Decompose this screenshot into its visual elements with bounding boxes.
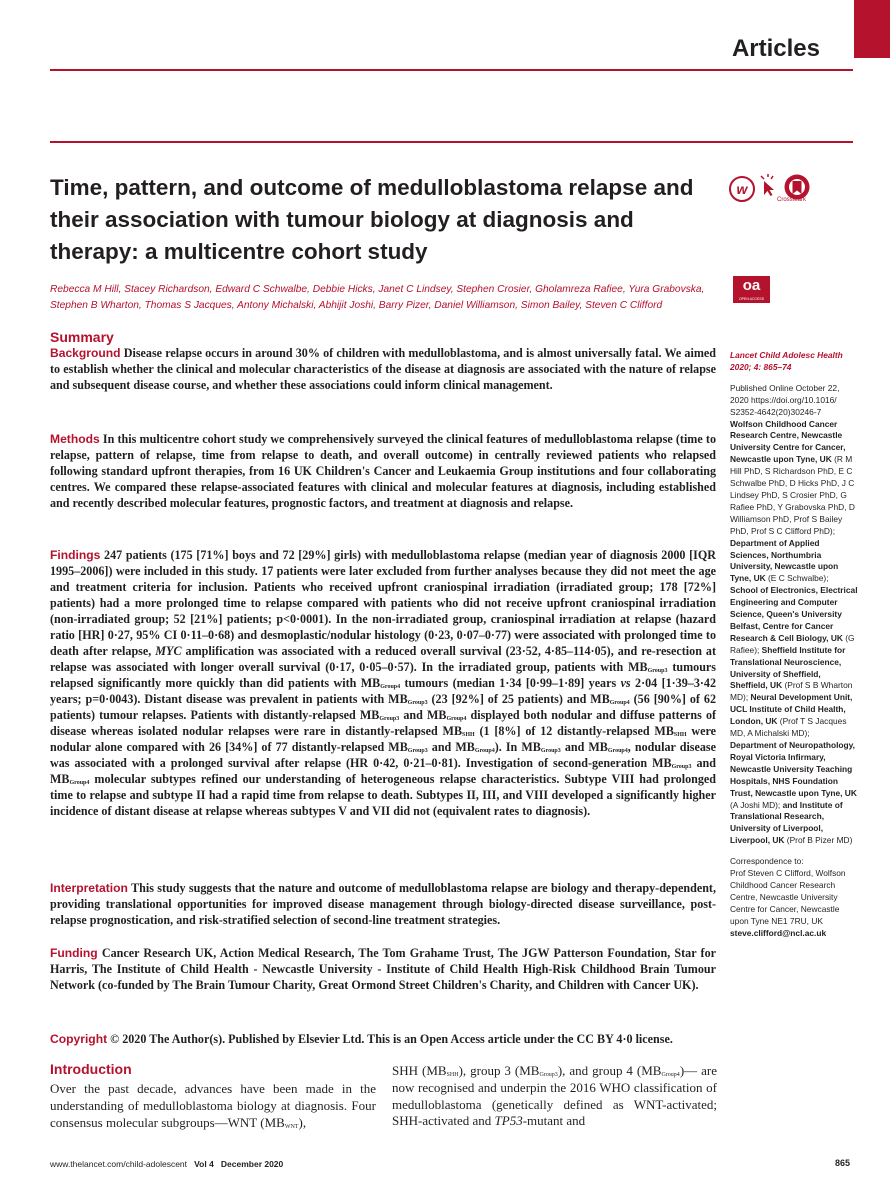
abstract-interpretation (50, 880, 716, 928)
subscript-shh: SHH (446, 1072, 459, 1078)
subscript-shh: SHH (462, 732, 475, 738)
subscript-group4: Group4 (380, 684, 401, 690)
header-rule (50, 69, 853, 71)
title-rule (50, 141, 853, 143)
footer-date: December 2020 (220, 1159, 284, 1169)
crossmark-label: CrossMark (777, 197, 807, 203)
subscript-group3: Group3 (407, 748, 428, 754)
published-online[interactable]: Published Online October 22, 2020 https://doi.org/10.1016/ S2352-4642(20)30246-7 (730, 382, 840, 417)
affiliation-1-name: Wolfson Childhood Cancer Research Centre, Newcastle University Centre for Cancer, Newcastle upon Tyne, UK (730, 418, 846, 465)
abstract-methods-text: In this multicentre cohort study we comprehensively surveyed the clinical features of medulloblastoma relapse (time to relapse, pattern of relapse, time from relapse to death, and overall outcome) in centrally reviewed patients who relapsed following standard upfront therapies, from 16 UK Children's Cancer and Leukaemia Group institutions and four collaborating centres. We compared these relapse-associated features with clinical and molecular features at diagnosis, including established and recently described molecular features, prognostic factors, and treatment at diagnosis and relapse. (50, 432, 717, 510)
abstract-funding-text: Cancer Research UK, Action Medical Research, The Tom Grahame Trust, The JGW Patterson Foundation, Star for Harris, The Institute of Child Health - Newcastle University - Institute of Child Health High-Risk Childhood Brain Tumour Network (co-funded by The Brain Tumour Charity, Great Ormond Street Children's Charity, and Children with Cancer UK). (50, 946, 716, 992)
abstract-findings-text: 247 patients (175 [71%] boys and 72 [29%] girls) with medulloblastoma relapse (median year of diagnosis 2000 [IQR 1995–2006]) were included in this study. 17 patients were later excluded from further analyses because they did not meet the age and treatment criteria for inclusion. Patients who received upfront craniospinal irradiation (irradiated group; 178 [72%] patients) had a more prolonged time to relapse compared with patients who did not receive upfront craniospinal irradiation (non-irradiated group; 52 [21%] patients; p<0·0001). In the non-irradiated group, craniospinal irradiation at relapse (hazard ratio [HR] 0·27, 95% CI 0·11–0·68) and desmoplastic/nodular histology (0·23, 0·07–0·77) were associated with prolonged time to death after relapse, MYC amplification was associated with a reduced overall survival (23·52, 4·85–114·05), and re-resection at relapse was associated with longer overall survival (0·17, 0·05–0·57). In the irradiated group, patients with $MB_{Group3}$ tumours relapsed significantly more quickly than did patients with $MB_{Group4}$ tumours (median 1·34 [0·99–1·89] years vs 2·04 [1·39–3·42 years; p=0·0043). Distant disease was prevalent in patients with $MB_{Group3}$ (23 [92%] of 25 patients) and $MB_{Group4}$ (56 [90%] of 62 patients) tumour relapses. Patients with distantly-relapsed $MB_{Group3}$ and $MB_{Group4}$ displayed both nodular and diffuse patterns of disease whereas isolated nodular relapses were rare in distantly-relapsed $MB_{SHH}$ (1 [8%] of 12 distantly-relapsed $MB_{SHH}$ were nodular alone compared with 26 [34%] of 77 distantly-relapsed $MB_{Group3}$ and $MB_{Group4}$). In $MB_{Group3}$ and $MB_{Group4}$, nodular disease was associated with a prolonged survival after relapse (HR 0·42, 0·21–0·81). Investigation of second-generation $MB_{Group3}$ and $MB_{Group4}$ molecular subtypes refined our understanding of heterogeneous relapse characteristics. Subtype VIII had prolonged time to relapse and subtype II had a rapid time from relapse to death. Subtypes II, III, and VIII developed a significantly higher incidence of distant disease at relapse whereas subtypes V and VII did not (equivalent rates to diagnosis). (50, 548, 717, 818)
sidebar (730, 350, 858, 949)
subscript-group4: Group4 (661, 1072, 680, 1078)
introduction-left-end: ), (298, 1114, 307, 1130)
introduction-column-left (50, 1081, 376, 1131)
journal-citation: Lancet Child Adolesc Health 2020; 4: 865–74 (730, 350, 843, 372)
abstract-background-text: Disease relapse occurs in around 30% of children with medulloblastoma, and is almost universally fatal. We aimed to establish whether the clinical and molecular characteristics of the disease at diagnosis are associated with the nature of relapse and subsequent disease course, and whether these associations could inform clinical management. (50, 346, 716, 392)
affiliation-1-members: (R M Hill PhD, S Richardson PhD, E C Schwalbe PhD, D Hicks PhD, J C Lindsey PhD, S Crosier PhD, G Rafiee PhD, Y Grabovska PhD, D Williamson PhD, Prof S Bailey PhD, Prof S C Clifford PhD); (730, 454, 855, 536)
affiliation-4-members: (Prof S B Wharton MD); (730, 680, 853, 703)
footer-url[interactable]: www.thelancet.com/child-adolescent (50, 1159, 188, 1169)
affiliation-3-name: School of Electronics, Electrical Engineering and Computer Science, Queen's University Belfast, Centre for Cancer Research & Cell Biology, UK (730, 585, 858, 643)
abstract-findings (50, 547, 716, 819)
abstract-methods-label: Methods (50, 432, 100, 446)
introduction-right-d: )— are now recognised and underpin the 2016 WHO classification of medulloblastoma (genetically defined as WNT-activated; SHH-activated and (392, 1063, 717, 1129)
subscript-group3: Group3 (647, 668, 668, 674)
correspondence (730, 856, 858, 939)
introduction-left-text: Over the past decade, advances have been made in the understanding of medulloblastoma biology at diagnosis. Four consensus molecular subgroups—WNT (MB (50, 1081, 376, 1130)
svg-text:w: w (736, 181, 748, 197)
open-access-badge (733, 276, 770, 303)
gene-tp53: TP53 (494, 1113, 523, 1129)
subscript-group3: Group3 (540, 748, 561, 754)
article-title: Time, pattern, and outcome of medulloblastoma relapse and their association with tumour biology at diagnosis and therapy: a multicentre cohort study (50, 175, 694, 264)
abstract-methods (50, 431, 716, 511)
cursor-icon (758, 173, 780, 197)
article-icons (728, 173, 818, 209)
affiliation-6-name: Department of Neuropathology, Royal Victoria Infirmary, Newcastle University Teaching Hospitals, NHS Foundation Trust, Newcastle upon Tyne, UK (730, 740, 857, 798)
affiliation-2-name: Department of Applied Sciences, Northumbria University, Newcastle upon Tyne, UK (730, 537, 839, 584)
introduction-right-a: SHH (MB (392, 1063, 447, 1078)
correspondence-email[interactable]: steve.clifford@ncl.ac.uk (730, 927, 827, 938)
subscript-group4: Group4 (609, 700, 630, 706)
affiliation-6-members: (A Joshi MD); (730, 799, 781, 810)
affiliation-5-name: Neural Development Unit, UCL Institute of Child Health, London, UK (730, 692, 853, 727)
abstract-background (50, 345, 716, 393)
introduction-heading: Introduction (50, 1061, 132, 1077)
introduction-right-e: -mutant and (522, 1113, 586, 1129)
open-access-badge-text: oa (742, 277, 761, 294)
subscript-group4: Group4 (69, 780, 90, 786)
abstract-copyright-text: © 2020 The Author(s). Published by Elsevier Ltd. This is an Open Access article under the CC BY 4·0 license. (110, 1032, 673, 1046)
footer-volume: Vol 4 (194, 1159, 214, 1169)
affiliation-5-members: (Prof T S Jacques MD, A Michalski MD); (730, 716, 847, 739)
introduction-right-b: ), group 3 (MB (458, 1063, 540, 1078)
abstract-copyright-label: Copyright (50, 1032, 108, 1046)
affiliation-7-members: (Prof B Pizer MD) (786, 835, 853, 846)
footer-citation (50, 1159, 283, 1169)
affiliation-4-name: Sheffield Institute for Translational Neuroscience, University of Sheffield, Sheffield, UK (730, 644, 846, 691)
summary-heading: Summary (50, 329, 114, 345)
subscript-group3: Group3 (539, 1072, 558, 1078)
subscript-group4: Group4 (607, 748, 628, 754)
affiliations (730, 419, 858, 848)
affiliation-3-members: (G Rafiee); (730, 632, 855, 655)
abstract-interpretation-text: This study suggests that the nature and outcome of medulloblastoma relapse are biology and therapy-dependent, providing translational opportunities for improved disease management through biology-directed disease surveillance, post-relapse prognostication, and risk-stratified selection of second-line treatment strategies. (50, 881, 716, 927)
affiliation-7-name: and Institute of Translational Research, University of Liverpool, Liverpool, UK (730, 799, 843, 846)
correspondence-address: Prof Steven C Clifford, Wolfson Childhood Cancer Research Centre, Newcastle University Centre for Cancer, Newcastle upon Tyne NE1 7RU, UK (730, 868, 846, 926)
abstract-interpretation-label: Interpretation (50, 881, 128, 895)
introduction-right-c: ), and group 4 (MB (557, 1063, 662, 1078)
correspondence-label: Correspondence to: (730, 856, 804, 867)
section-title: Articles (731, 35, 820, 62)
subscript-group4: Group4 (446, 716, 467, 722)
web-first-icon[interactable] (728, 175, 756, 203)
gene-myc: MYC (155, 644, 182, 658)
abstract-background-label: Background (50, 346, 121, 360)
open-access-badge-sub: OPEN ACCESS (738, 297, 765, 301)
subscript-group4: Group4 (474, 748, 495, 754)
affiliation-2-members: (E C Schwalbe); (768, 573, 829, 584)
subscript-wnt: WNT (284, 1123, 299, 1130)
author-list: Rebecca M Hill, Stacey Richardson, Edward C Schwalbe, Debbie Hicks, Janet C Lindsey, Stephen Crosier, Gholamreza Rafiee, Yura Grabovska, Stephen B Wharton, Thomas S Jacques, Antony Michalski, Abhijit Joshi, Barry Pizer, Daniel Williamson, Simon Bailey, Steven C Clifford (50, 284, 705, 311)
subscript-shh: SHH (673, 732, 687, 738)
subscript-group3: Group3 (379, 716, 400, 722)
header-accent-bar (854, 0, 890, 58)
page-number: 865 (834, 1158, 850, 1168)
subscript-group3: Group3 (671, 764, 692, 770)
abstract-findings-label: Findings (50, 548, 101, 562)
abstract-copyright (50, 1031, 716, 1047)
abstract-funding-label: Funding (50, 946, 98, 960)
subscript-group3: Group3 (407, 700, 428, 706)
introduction-column-right (392, 1063, 717, 1130)
abstract-funding (50, 945, 716, 993)
